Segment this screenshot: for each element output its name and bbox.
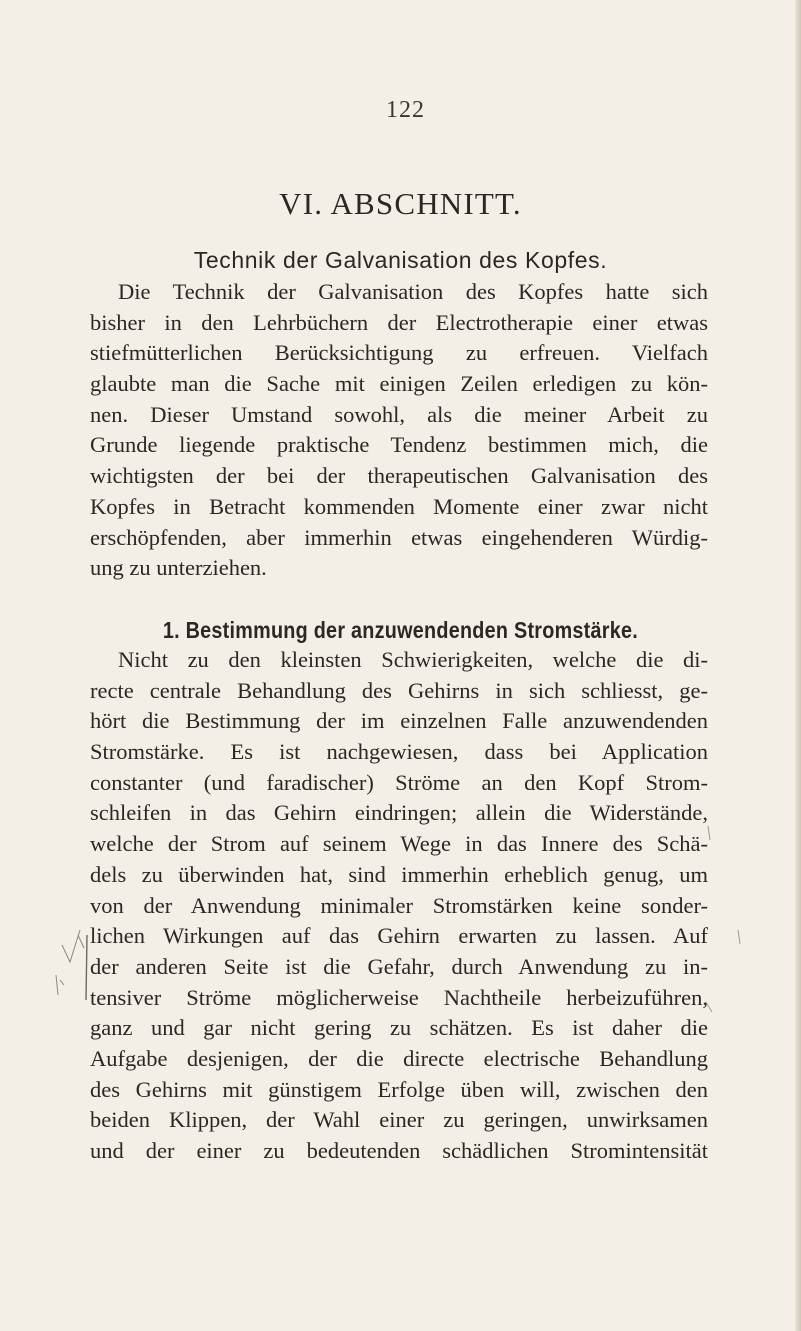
text-line: welche der Strom auf seinem Wege in das Innere des Schä- bbox=[90, 831, 708, 857]
text-line: glaubte man die Sache mit einigen Zeilen erledigen zu kön- bbox=[90, 371, 708, 397]
text-line: recte centrale Behandlung des Gehirns in sich schliesst, ge- bbox=[90, 677, 708, 703]
section-title: VI. ABSCHNITT. bbox=[279, 186, 522, 221]
text-line: erschöpfenden, aber immerhin etwas eingehenderen Würdig- bbox=[90, 524, 708, 550]
text-line: Grunde liegende praktische Tendenz bestimmen mich, die bbox=[90, 432, 708, 458]
text-line: stiefmütterlichen Berücksichtigung zu erfreuen. Vielfach bbox=[90, 340, 708, 366]
text-line: der anderen Seite ist die Gefahr, durch Anwendung zu in- bbox=[90, 953, 708, 979]
text-line: des Gehirns mit günstigem Erfolge üben will, zwischen den bbox=[90, 1076, 708, 1102]
text-line: nen. Dieser Umstand sowohl, als die meiner Arbeit zu bbox=[90, 401, 708, 427]
text-line: tensiver Ströme möglicherweise Nachtheile herbeizuführen, bbox=[90, 984, 708, 1010]
text-line: ganz und gar nicht gering zu schätzen. Es ist daher die bbox=[90, 1015, 708, 1041]
paragraph-intro bbox=[90, 277, 708, 584]
text-line: ung zu unterziehen. bbox=[90, 555, 267, 581]
text-line: Nicht zu den kleinsten Schwierigkeiten, welche die di- bbox=[118, 647, 708, 672]
text-line: von der Anwendung minimaler Stromstärken keine sonder- bbox=[90, 892, 708, 918]
text-line: Die Technik der Galvanisation des Kopfes hatte sich bbox=[118, 279, 708, 304]
text-line: bisher in den Lehrbüchern der Electrotherapie einer etwas bbox=[90, 309, 708, 335]
text-line: Stromstärke. Es ist nachgewiesen, dass bei Application bbox=[90, 739, 708, 765]
paragraph-stromstaerke bbox=[90, 645, 708, 1167]
text-line: und der einer zu bedeutenden schädlichen Stromintensität bbox=[90, 1138, 708, 1163]
page-number: 122 bbox=[386, 97, 425, 123]
text-line: constanter (und faradischer) Ströme an den Kopf Strom- bbox=[90, 769, 708, 795]
subheading: 1. Bestimmung der anzuwendenden Stromstärke. bbox=[162, 617, 639, 643]
text-line: dels zu überwinden hat, sind immerhin erheblich genug, um bbox=[90, 861, 708, 887]
text-line: lichen Wirkungen auf das Gehirn erwarten zu lassen. Auf bbox=[90, 923, 708, 949]
text-line: hört die Bestimmung der im einzelnen Falle anzuwendenden bbox=[90, 708, 708, 734]
chapter-title: Technik der Galvanisation des Kopfes. bbox=[193, 247, 608, 273]
text-line: schleifen in das Gehirn eindringen; allein die Widerstände, bbox=[90, 800, 708, 826]
text-line: Aufgabe desjenigen, der die directe electrische Behandlung bbox=[90, 1045, 708, 1071]
text-line: wichtigsten der bei der therapeutischen Galvanisation des bbox=[90, 463, 708, 489]
text-line: Kopfes in Betracht kommenden Momente einer zwar nicht bbox=[90, 493, 708, 519]
text-line: beiden Klippen, der Wahl einer zu geringen, unwirksamen bbox=[90, 1107, 708, 1133]
